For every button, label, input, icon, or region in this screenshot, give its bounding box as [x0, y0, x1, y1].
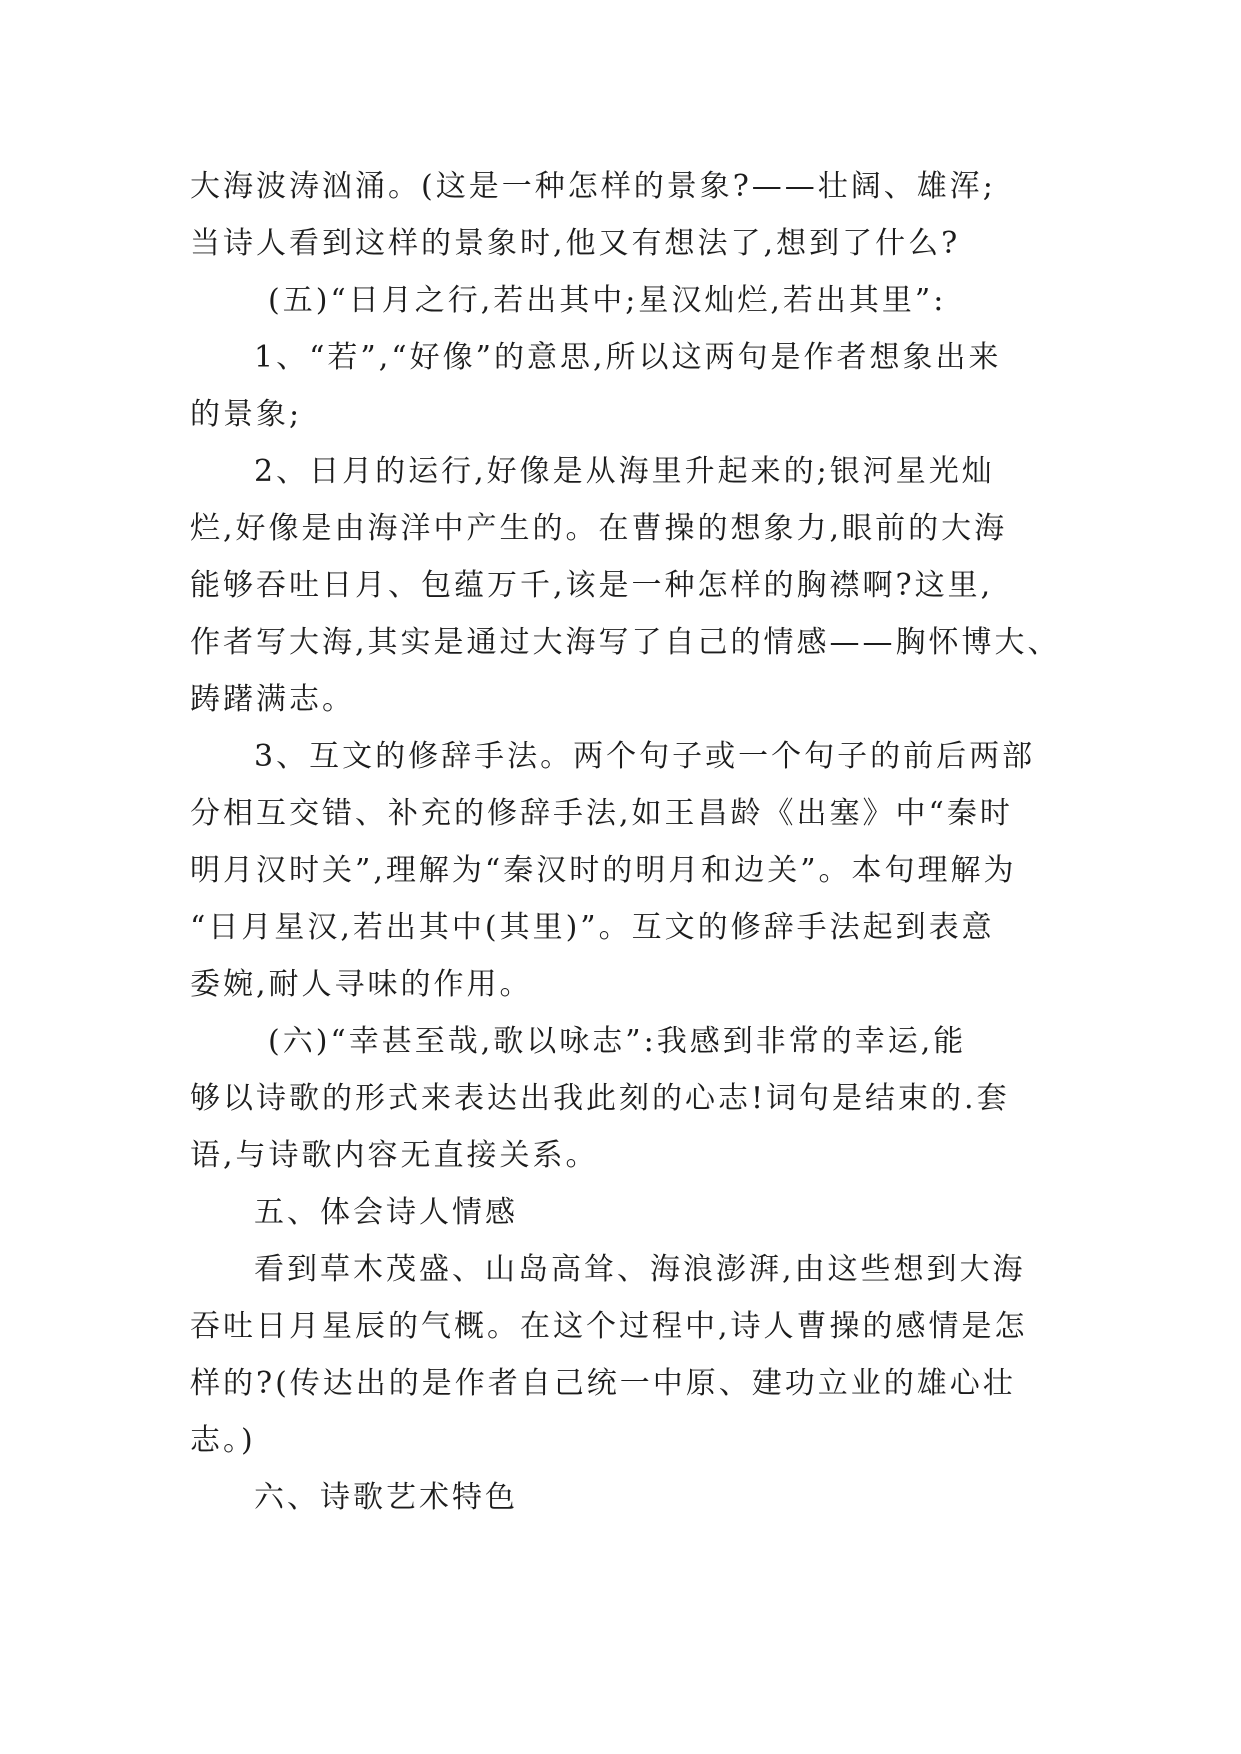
text-line: 够以诗歌的形式来表达出我此刻的心志!词句是结束的.套	[190, 1081, 1010, 1116]
paragraph-point-1	[190, 329, 1058, 443]
text-line: “日月星汉,若出其中(其里)”。互文的修辞手法起到表意	[190, 910, 995, 945]
paragraph-point-2	[190, 443, 1061, 728]
text-line: 吞吐日月星辰的气概。在这个过程中,诗人曹操的感情是怎	[190, 1309, 1028, 1344]
text-line: 烂,好像是由海洋中产生的。在曹操的想象力,眼前的大海	[190, 511, 1008, 546]
text-line: 3、互文的修辞手法。两个句子或一个句子的前后两部	[254, 739, 1036, 774]
heading-feel-emotion	[190, 1184, 1058, 1241]
text-line: 六、诗歌艺术特色	[254, 1480, 518, 1515]
text-line: 样的?(传达出的是作者自己统一中原、建功立业的雄心壮	[190, 1366, 1016, 1401]
text-line: 当诗人看到这样的景象时,他又有想法了,想到了什么?	[190, 226, 961, 261]
text-line: 1、“若”,“好像”的意思,所以这两句是作者想象出来	[254, 340, 1002, 375]
document-body	[190, 158, 1061, 1526]
text-line: 踌躇满志。	[190, 682, 355, 717]
text-line: 明月汉时关”,理解为“秦汉时的明月和边关”。本句理解为	[190, 853, 1017, 888]
text-line: 大海波涛汹涌。(这是一种怎样的景象?——壮阔、雄浑;	[190, 169, 996, 204]
heading-art-features	[190, 1469, 1058, 1526]
text-line: 2、日月的运行,好像是从海里升起来的;银河星光灿	[254, 454, 995, 489]
text-line: (六)“幸甚至哉,歌以咏志”:我感到非常的幸运,能	[268, 1024, 967, 1059]
text-line: 语,与诗歌内容无直接关系。	[190, 1138, 599, 1173]
paragraph-emotion	[190, 1241, 1058, 1469]
text-line: 委婉,耐人寻味的作用。	[190, 967, 533, 1002]
text-line: 志。)	[190, 1423, 256, 1458]
text-line: 五、体会诗人情感	[254, 1195, 518, 1230]
text-line: 的景象;	[190, 397, 303, 432]
text-line: 作者写大海,其实是通过大海写了自己的情感——胸怀博大、	[190, 625, 1061, 660]
text-line: 看到草木茂盛、山岛高耸、海浪澎湃,由这些想到大海	[254, 1252, 1026, 1287]
paragraph-section-six	[190, 1013, 1058, 1184]
text-line: (五)“日月之行,若出其中;星汉灿烂,若出其里”:	[268, 283, 947, 318]
text-line: 分相互交错、补充的修辞手法,如王昌龄《出塞》中“秦时	[190, 796, 1013, 831]
paragraph-sea-description	[190, 158, 1058, 272]
section-heading-five	[190, 272, 1058, 329]
paragraph-point-3	[190, 728, 1058, 1013]
text-line: 能够吞吐日月、包蕴万千,该是一种怎样的胸襟啊?这里,	[190, 568, 994, 603]
